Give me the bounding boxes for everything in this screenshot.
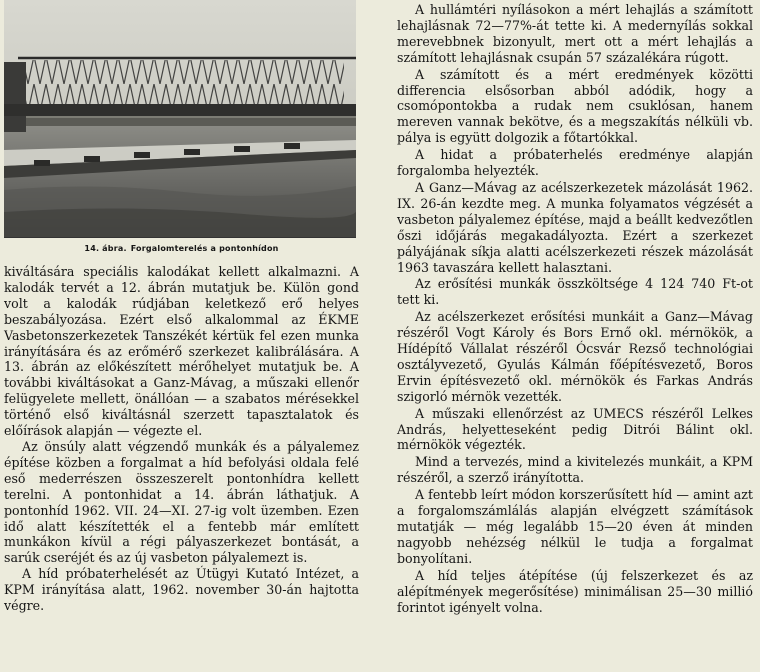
right-paragraph-9: A fentebb leírt módon korszerűsített híd — amint azt a forgalomszámlálás alapján elvégzett számítások mutatják — még legalább 15—20 éven át minden nagyobb nehézség nélkül le tudja a forgalmat bonyolítani. (397, 487, 753, 566)
right-paragraph-4: A Ganz—Mávag az acélszerkezetek mázolását 1962. IX. 26-án kezdte meg. A munka folyamatos végzését a vasbeton pályalemez építése, majd a beállt kedvezőtlen őszi időjárás megakadályozta. Ezért a szerkezet pályájának síkja alatti acélszerkezeti részek mázolását 1963 tavaszára kellett halasztani. (397, 179, 753, 275)
right-column-text (397, 2, 753, 615)
pontoon-bridge-image (4, 0, 356, 237)
right-column (397, 2, 753, 616)
right-paragraph-5: Az erősítési munkák összköltsége 4 124 740 Ft-ot tett ki. (397, 276, 753, 308)
right-paragraph-6: Az acélszerkezet erősítési munkáit a Ganz—Mávag részéről Vogt Károly és Bors Ernő okl. mérnökök, a Hídépítő Vállalat részéről Ócsvár Rezső technológiai osztályvezető, Gyulás Kálmán főépítésvezető, Boros Ervin építésvezető okl. mérnökök és Farkas András szigorló mérnök vezették. (397, 309, 753, 404)
figure-caption-number: 14. ábra. (84, 244, 127, 253)
figure-caption (4, 242, 359, 256)
left-paragraph-2: Az önsúly alatt végzendő munkák és a pályalemez építése közben a forgalmat a híd befolyási oldala felé eső mederrészen összeszerelt pontonhídra kellett terelni. A pontonhidat a 14. ábrán láthatjuk. A pontonhíd 1962. VII. 24—XI. 27-ig volt üzemben. Ezen idő alatt készítették el a fentebb már említett munkákon kívül a régi pályaszerkezet bontását, a sarúk cseréjét és az új vasbeton pályalemezt is. (4, 438, 359, 566)
right-paragraph-2: A számított és a mért eredmények közötti differencia elsősorban abból adódik, hogy a csomópontokba a rudak nem csuklósan, hanem mereven vannak bekötve, és a megszakítás nélküli vb. pálya is együtt dolgozik a főtartókkal. (397, 66, 753, 146)
left-column-text (4, 264, 359, 614)
right-paragraph-7: A műszaki ellenőrzést az UMECS részéről Lelkes András, helyetteseként pedig Ditrói Bálint okl. mérnökök végezték. (397, 405, 753, 453)
right-paragraph-3: A hidat a próbaterhelés eredménye alapján forgalomba helyezték. (397, 147, 753, 179)
right-paragraph-1: A hullámtéri nyílásokon a mért lehajlás a számított lehajlásnak 72—77%-át tette ki. A medernyílás sokkal merevebbnek bizonyult, mert ott a mért lehajlás a számított lehajlásnak csupán 57 százalékára rúgott. (397, 2, 753, 65)
left-paragraph-3: A híd próbaterhelését az Útügyi Kutató Intézet, a KPM irányítása alatt, 1962. november 30-án hajtotta végre. (4, 566, 359, 614)
left-column (4, 0, 359, 614)
figure-caption-text: Forgalomterelés a pontonhídon (130, 244, 279, 253)
pontoon-bridge-photo (4, 0, 356, 238)
right-paragraph-10: A híd teljes átépítése (új felszerkezet és az alépítmények megerősítése) minimálisan 25—30 millió forintot igényelt volna. (397, 567, 753, 615)
right-paragraph-8: Mind a tervezés, mind a kivitelezés munkáit, a KPM részéről, a szerző irányította. (397, 454, 753, 486)
left-paragraph-1: kiváltására speciális kalodákat kellett alkalmazni. A kalodák tervét a 12. ábrán mutatjuk be. Külön gond volt a kalodák rúdjában keletkező erő helyes beszabályozása. Ezért első alkalommal az ÉKME Vasbetonszerkezetek Tanszékét kértük fel ezen munka irányítására és az erőmérő szerkezet kalibrálására. A 13. ábrán az előkészített mérőhelyet mutatjuk be. A további kiváltásokat a Ganz-Mávag, a műszaki ellenőr felügyelete mellett, önállóan — a szabatos mérésekkel történő első kiváltásnál szerzett tapasztalatok és előírások alapján — végezte el. (4, 264, 359, 439)
